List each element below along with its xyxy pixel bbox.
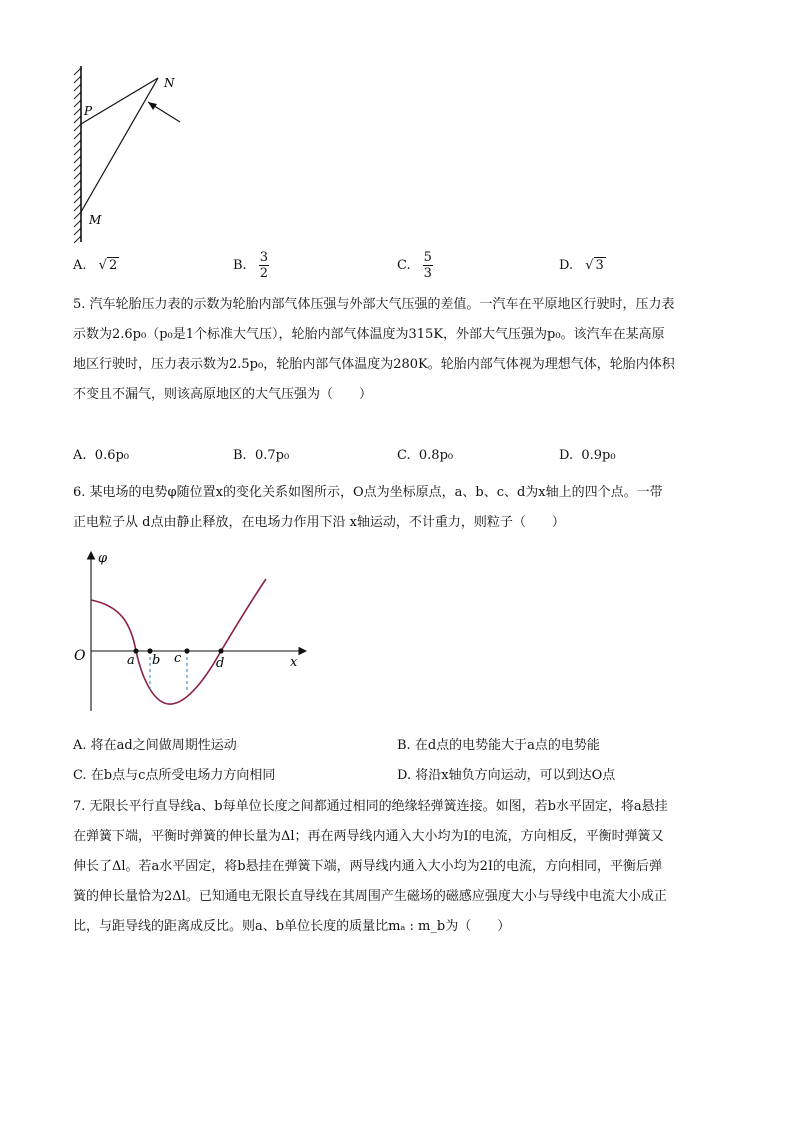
potential-curve bbox=[91, 579, 266, 704]
q4-option-d: D. √ 3 bbox=[559, 258, 604, 273]
force-arrowhead bbox=[148, 102, 157, 110]
q6-option-d: D. 将沿x轴负方向运动，可以到达O点 bbox=[397, 768, 616, 783]
q5-option-b: B. 0.7p₀ bbox=[233, 448, 290, 463]
q6-option-c: C. 在b点与c点所受电场力方向相同 bbox=[73, 768, 276, 783]
q4-option-a: A. √ 2 bbox=[73, 258, 118, 273]
fraction-3-2: $\frac{3}{2}$ bbox=[259, 250, 268, 281]
q7-stem: 7. 无限长平行直导线a、b每单位长度之间都通过相同的绝缘轻弹簧连接。如图，若b水平固定，将a悬挂 在弹簧下端，平衡时弹簧的伸长量为Δl；再在两导线内通入大小均为I的电流，方向相反，平衡时弹簧又 伸长了Δl。若a水平固定，将b悬挂在弹簧下端，两导线内通入大小均为2I的电流，方向相同，平衡后弹 簧的伸长量恰为2Δl。已知通电无限长直导线在其周围产生磁场的磁感应强度大小与导线中电流大小成正 比，与距导线的距离成反比。则a、b单位长度的质量比mₐ : m_b为（ ） bbox=[73, 799, 668, 934]
q6-option-b: B. 在d点的电势能大于a点的电势能 bbox=[397, 738, 600, 753]
label-P: P bbox=[84, 104, 93, 118]
label-c: c bbox=[174, 651, 182, 666]
fraction-5-3: $\frac{5}{3}$ bbox=[423, 250, 432, 281]
q4-option-b: B. $\frac{3}{2}$ bbox=[233, 250, 268, 281]
q5-option-a: A. 0.6p₀ bbox=[73, 448, 130, 463]
origin-label: O bbox=[74, 648, 86, 664]
label-b: b bbox=[152, 653, 161, 668]
y-axis-label: φ bbox=[98, 551, 108, 566]
point-d bbox=[218, 648, 223, 653]
sqrt-3: √ 3 bbox=[585, 258, 604, 273]
q6-option-a: A. 将在ad之间做周期性运动 bbox=[73, 738, 237, 753]
q6-stem: 6. 某电场的电势φ随位置x的变化关系如图所示，O点为坐标原点，a、b、c、d为x轴上的四个点。一带 正电粒子从 d点由静止释放，在电场力作用下沿 x轴运动，不计重力，则粒子（ ） bbox=[73, 485, 663, 530]
label-N: N bbox=[164, 76, 175, 90]
label-a: a bbox=[127, 653, 135, 668]
wall-hatching bbox=[74, 68, 81, 243]
label-M: M bbox=[89, 213, 102, 227]
q5-stem: 5. 汽车轮胎压力表的示数为轮胎内部气体压强与外部大气压强的差值。一汽车在平原地区行驶时，压力表 示数为2.6p₀（p₀是1个标准大气压），轮胎内部气体温度为315K，外部大气压强为p₀。该汽车在某高原 地区行驶时，压力表示数为2.5p₀，轮胎内部气体温度为280K。轮胎内部气体视为理想气体，轮胎内体积 不变且不漏气，则该高原地区的大气压强为（ ） bbox=[73, 297, 675, 402]
x-axis-label: x bbox=[290, 655, 298, 670]
q5-option-d: D. 0.9p₀ bbox=[559, 448, 616, 463]
rod-PN bbox=[81, 78, 158, 124]
q4-option-c: C. $\frac{5}{3}$ bbox=[397, 250, 432, 281]
sqrt-2: √ 2 bbox=[98, 258, 118, 273]
rod-MN bbox=[81, 78, 158, 212]
label-d: d bbox=[216, 656, 225, 671]
q5-option-c: C. 0.8p₀ bbox=[397, 448, 454, 463]
wall-rod-diagram bbox=[60, 60, 200, 250]
potential-chart bbox=[66, 546, 316, 716]
point-c bbox=[184, 648, 189, 653]
